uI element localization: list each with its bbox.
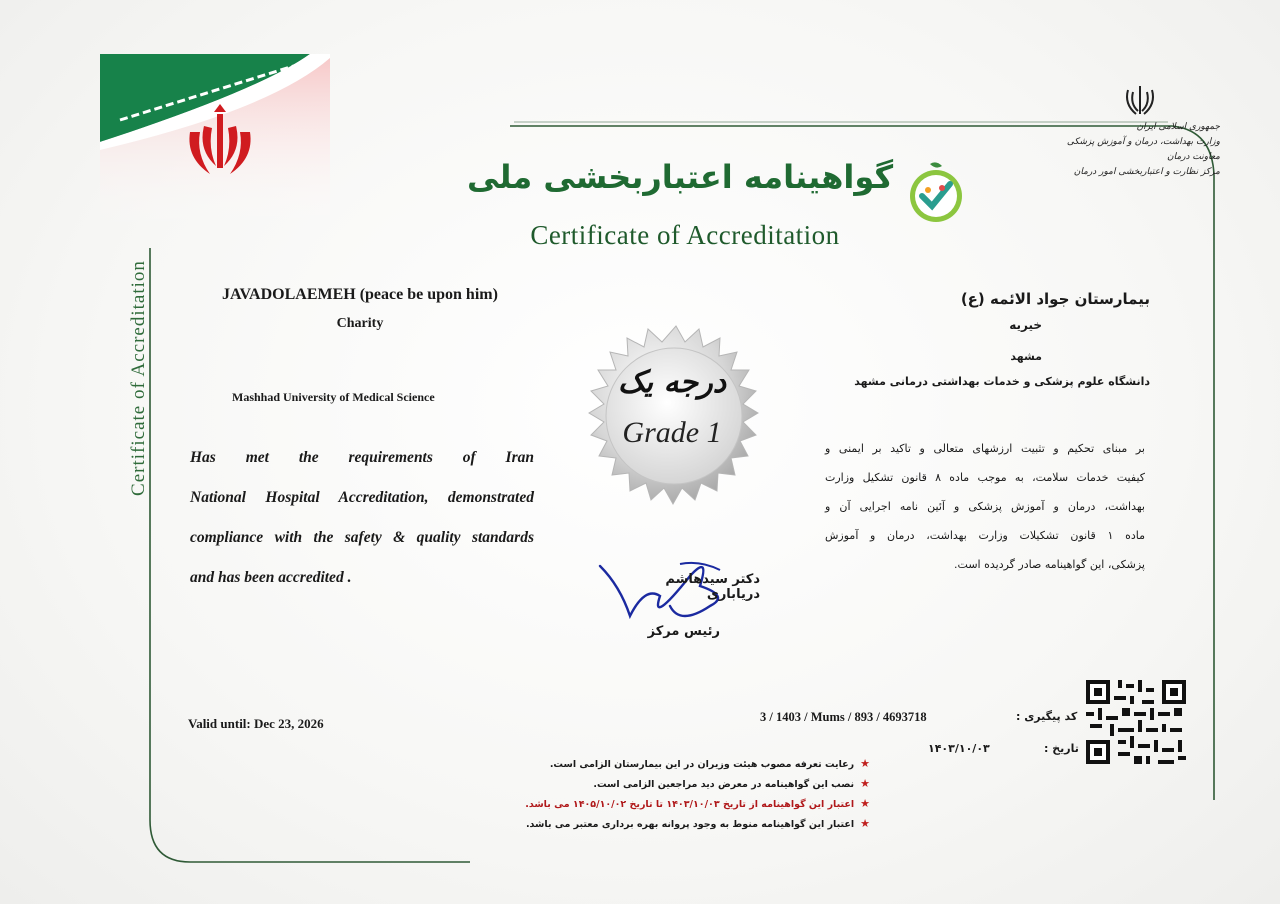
requirements-english xyxy=(190,438,534,598)
persian-hospital-block xyxy=(820,290,1150,388)
ministry-line: مرکز نظارت و اعتباربخشی امور درمان xyxy=(1073,167,1220,177)
requirements-line: and has been accredited . xyxy=(190,569,352,586)
body-line: بهداشت، درمان و آموزش پزشکی و آئین نامه اجرایی آن و xyxy=(825,500,1145,513)
hospital-name-english: JAVADOLAEMEH (peace be upon him) xyxy=(222,286,498,303)
english-hospital-block xyxy=(150,286,570,332)
ministry-header xyxy=(1040,120,1220,180)
title-english: Certificate of Accreditation xyxy=(530,220,840,250)
note-item xyxy=(490,754,870,774)
requirements-line: compliance with the safety & quality standards xyxy=(190,529,534,546)
note-text: رعایت تعرفه مصوب هیئت وزیران در این بیمارستان الزامی است. xyxy=(549,759,855,770)
star-icon: ★ xyxy=(860,777,870,790)
hospital-type-english: Charity xyxy=(336,316,384,331)
ministry-line: جمهوری اسلامی ایران xyxy=(1136,122,1220,132)
body-line: کیفیت خدمات سلامت، به موجب ماده ۸ قانون تشکیل وزارت xyxy=(825,471,1145,484)
star-icon: ★ xyxy=(860,797,870,810)
accreditation-logo-icon xyxy=(906,160,966,226)
seal-grade-english: Grade 1 xyxy=(622,416,722,449)
star-icon: ★ xyxy=(860,757,870,770)
signatory-name: دکتر سیدهاشم دریاباری xyxy=(665,572,760,602)
ministry-line: وزارت بهداشت، درمان و آموزش پزشکی xyxy=(1066,137,1220,147)
university-persian: دانشگاه علوم پزشکی و خدمات بهداشتی درمانی مشهد xyxy=(854,375,1150,388)
requirements-line: National Hospital Accreditation, demonstrated xyxy=(190,489,534,506)
tracking-label: کد پیگیری : xyxy=(1016,710,1078,723)
grade-seal xyxy=(568,320,784,520)
ministry-line: معاونت درمان xyxy=(1167,152,1220,162)
note-text: نصب این گواهینامه در معرض دید مراجعین الزامی است. xyxy=(593,779,855,790)
qr-code-icon xyxy=(1086,680,1186,764)
body-line: ماده ۱ قانون تشکیلات وزارت بهداشت، درمان و آموزش xyxy=(825,529,1145,542)
ministry-emblem-icon xyxy=(1120,84,1160,118)
note-text: اعتبار این گواهینامه منوط به وجود پروانه بهره برداری معتبر می باشد. xyxy=(525,819,855,830)
body-line: پزشکی، این گواهینامه صادر گردیده است. xyxy=(954,558,1145,571)
note-item xyxy=(490,794,870,814)
university-english: Mashhad University of Medical Science xyxy=(232,390,435,404)
note-item xyxy=(490,774,870,794)
title-persian: گواهینامه اعتباربخشی ملی xyxy=(466,158,894,196)
note-item xyxy=(490,814,870,834)
hospital-type-persian: خیریه xyxy=(1009,318,1042,332)
tracking-code: 3 / 1403 / Mums / 893 / 4693718 xyxy=(760,710,927,724)
certificate-body-persian xyxy=(825,434,1145,579)
date-label: تاریخ : xyxy=(1044,742,1079,755)
signatory-title: رئیس مرکز xyxy=(647,624,720,639)
city-persian: مشهد xyxy=(1010,350,1042,363)
iran-flag-graphic xyxy=(100,50,330,230)
hospital-name-persian: بیمارستان جواد الائمه (ع) xyxy=(960,290,1150,308)
seal-grade-persian: درجه یک xyxy=(617,365,727,400)
valid-until: Valid until: Dec 23, 2026 xyxy=(188,716,324,731)
star-icon: ★ xyxy=(860,817,870,830)
body-line: بر مبنای تحکیم و تثبیت ارزشهای متعالی و تاکید بر ایمنی و xyxy=(825,442,1145,455)
issue-date: ۱۴۰۳/۱۰/۰۳ xyxy=(928,742,990,755)
side-title-vertical: Certificate of Accreditation xyxy=(128,260,149,496)
requirements-line: Has met the requirements of Iran xyxy=(190,449,534,466)
note-text-validity: اعتبار این گواهینامه از تاریخ ۱۴۰۳/۱۰/۰۳ تا تاریخ ۱۴۰۵/۱۰/۰۲ می باشد. xyxy=(525,799,855,810)
certificate-notes xyxy=(490,754,870,834)
